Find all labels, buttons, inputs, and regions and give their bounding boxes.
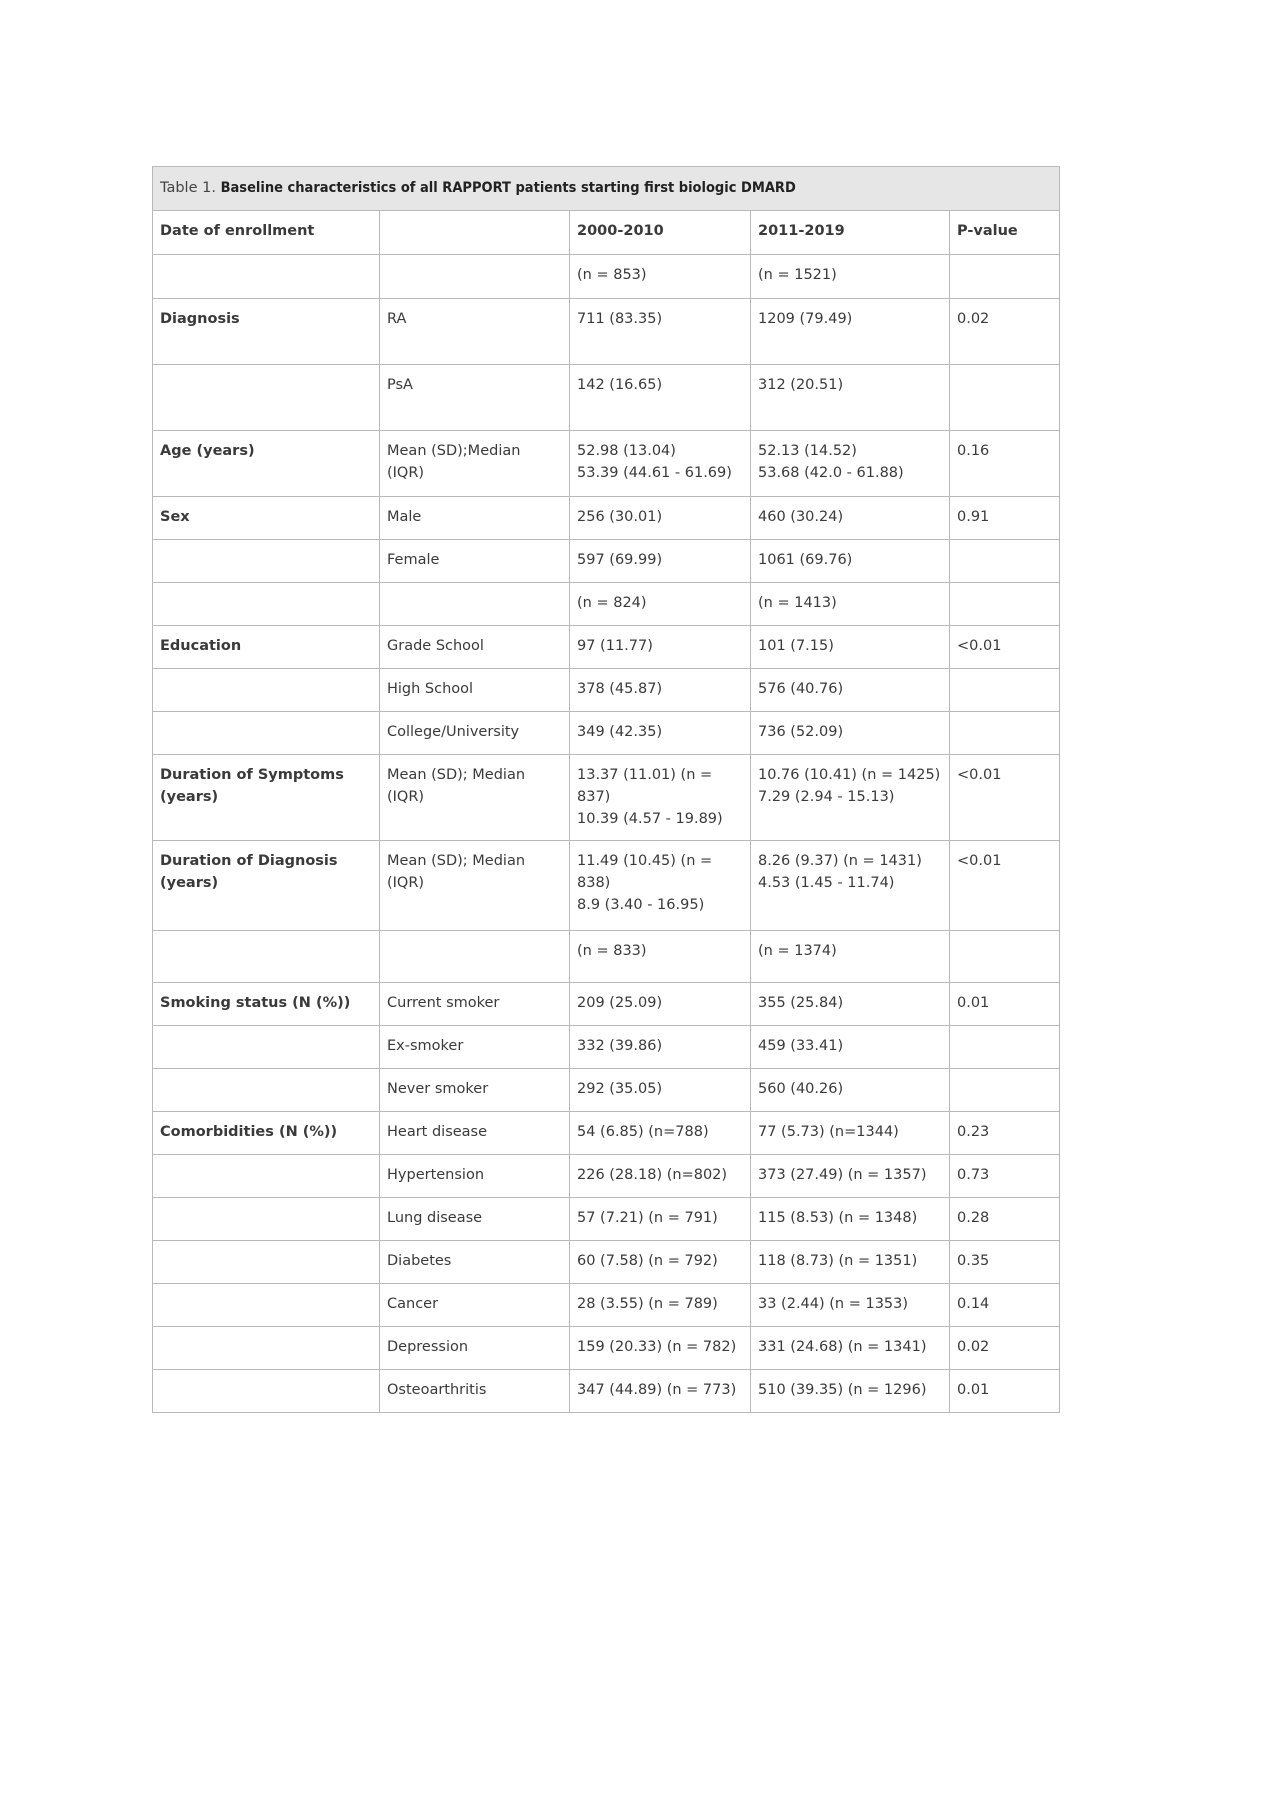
value-2000-2010: 57 (7.21) (n = 791) bbox=[570, 1198, 751, 1241]
table-row bbox=[153, 1327, 1060, 1370]
caption-prefix: Table 1. bbox=[160, 180, 216, 196]
value-2011-2019: (n = 1374) bbox=[751, 931, 950, 983]
row-label: Comorbidities (N (%)) bbox=[153, 1112, 380, 1155]
value-2011-2019: 33 (2.44) (n = 1353) bbox=[751, 1284, 950, 1327]
value-2000-2010: 54 (6.85) (n=788) bbox=[570, 1112, 751, 1155]
p-value: 0.28 bbox=[950, 1198, 1060, 1241]
table-row bbox=[153, 841, 1060, 931]
p-value bbox=[950, 712, 1060, 755]
p-value: 0.23 bbox=[950, 1112, 1060, 1155]
row-label: Smoking status (N (%)) bbox=[153, 983, 380, 1026]
value-2000-2010: (n = 824) bbox=[570, 583, 751, 626]
row-label bbox=[153, 1327, 380, 1370]
row-label: Duration of Symptoms (years) bbox=[153, 755, 380, 841]
value-2000-2010: 142 (16.65) bbox=[570, 365, 751, 431]
value-2011-2019: 101 (7.15) bbox=[751, 626, 950, 669]
value-2011-2019: 115 (8.53) (n = 1348) bbox=[751, 1198, 950, 1241]
row-label bbox=[153, 1370, 380, 1413]
p-value: 0.35 bbox=[950, 1241, 1060, 1284]
p-value: <0.01 bbox=[950, 626, 1060, 669]
row-subcategory: Mean (SD); Median (IQR) bbox=[380, 841, 570, 931]
row-label: Education bbox=[153, 626, 380, 669]
value-2000-2010: 13.37 (11.01) (n = 837) 10.39 (4.57 - 19.89) bbox=[570, 755, 751, 841]
row-label bbox=[153, 1198, 380, 1241]
value-2000-2010: 347 (44.89) (n = 773) bbox=[570, 1370, 751, 1413]
table-row bbox=[153, 255, 1060, 299]
value-2000-2010: 11.49 (10.45) (n = 838) 8.9 (3.40 - 16.95) bbox=[570, 841, 751, 931]
row-label: Diagnosis bbox=[153, 299, 380, 365]
value-2011-2019: 8.26 (9.37) (n = 1431) 4.53 (1.45 - 11.74) bbox=[751, 841, 950, 931]
table-row bbox=[153, 626, 1060, 669]
value-2000-2010: 52.98 (13.04) 53.39 (44.61 - 61.69) bbox=[570, 431, 751, 497]
p-value: <0.01 bbox=[950, 841, 1060, 931]
row-label: Age (years) bbox=[153, 431, 380, 497]
caption-title: Baseline characteristics of all RAPPORT patients starting first biologic DMARD bbox=[220, 180, 796, 196]
value-2000-2010: (n = 833) bbox=[570, 931, 751, 983]
value-2000-2010: 349 (42.35) bbox=[570, 712, 751, 755]
row-subcategory: College/University bbox=[380, 712, 570, 755]
p-value: 0.02 bbox=[950, 1327, 1060, 1370]
table-row bbox=[153, 299, 1060, 365]
value-2011-2019: 459 (33.41) bbox=[751, 1026, 950, 1069]
row-label bbox=[153, 1284, 380, 1327]
p-value: 0.02 bbox=[950, 299, 1060, 365]
value-2000-2010: 209 (25.09) bbox=[570, 983, 751, 1026]
value-2011-2019: 736 (52.09) bbox=[751, 712, 950, 755]
table-row bbox=[153, 1069, 1060, 1112]
row-label bbox=[153, 1155, 380, 1198]
table-row bbox=[153, 1370, 1060, 1413]
row-subcategory: Cancer bbox=[380, 1284, 570, 1327]
p-value: 0.16 bbox=[950, 431, 1060, 497]
value-2000-2010: 256 (30.01) bbox=[570, 497, 751, 540]
row-subcategory: Osteoarthritis bbox=[380, 1370, 570, 1413]
value-2000-2010: 378 (45.87) bbox=[570, 669, 751, 712]
header-2000-2010: 2000-2010 bbox=[570, 211, 751, 255]
row-subcategory: Mean (SD); Median (IQR) bbox=[380, 755, 570, 841]
value-2011-2019: 1209 (79.49) bbox=[751, 299, 950, 365]
value-2011-2019: 576 (40.76) bbox=[751, 669, 950, 712]
row-subcategory: Current smoker bbox=[380, 983, 570, 1026]
value-2000-2010: 97 (11.77) bbox=[570, 626, 751, 669]
row-subcategory: Depression bbox=[380, 1327, 570, 1370]
table-row bbox=[153, 931, 1060, 983]
row-label bbox=[153, 583, 380, 626]
baseline-table bbox=[152, 166, 1060, 1413]
p-value: 0.01 bbox=[950, 983, 1060, 1026]
row-subcategory: Hypertension bbox=[380, 1155, 570, 1198]
row-subcategory: Never smoker bbox=[380, 1069, 570, 1112]
p-value bbox=[950, 931, 1060, 983]
p-value: 0.91 bbox=[950, 497, 1060, 540]
value-2000-2010: 597 (69.99) bbox=[570, 540, 751, 583]
row-label bbox=[153, 669, 380, 712]
value-2011-2019: 355 (25.84) bbox=[751, 983, 950, 1026]
p-value bbox=[950, 540, 1060, 583]
value-2011-2019: 10.76 (10.41) (n = 1425) 7.29 (2.94 - 15.13) bbox=[751, 755, 950, 841]
row-subcategory bbox=[380, 255, 570, 299]
table-caption bbox=[153, 167, 1060, 211]
table-row bbox=[153, 365, 1060, 431]
row-label: Sex bbox=[153, 497, 380, 540]
table-row bbox=[153, 755, 1060, 841]
p-value bbox=[950, 669, 1060, 712]
caption-row bbox=[153, 167, 1060, 211]
p-value: 0.01 bbox=[950, 1370, 1060, 1413]
p-value: <0.01 bbox=[950, 755, 1060, 841]
row-label bbox=[153, 1241, 380, 1284]
table-row bbox=[153, 1284, 1060, 1327]
header-subcategory bbox=[380, 211, 570, 255]
row-label bbox=[153, 255, 380, 299]
header-p-value: P-value bbox=[950, 211, 1060, 255]
value-2011-2019: 510 (39.35) (n = 1296) bbox=[751, 1370, 950, 1413]
table-row bbox=[153, 1026, 1060, 1069]
value-2011-2019: 118 (8.73) (n = 1351) bbox=[751, 1241, 950, 1284]
p-value bbox=[950, 1026, 1060, 1069]
p-value bbox=[950, 255, 1060, 299]
table-row bbox=[153, 983, 1060, 1026]
row-label bbox=[153, 1069, 380, 1112]
row-subcategory: High School bbox=[380, 669, 570, 712]
p-value bbox=[950, 1069, 1060, 1112]
row-subcategory: Ex-smoker bbox=[380, 1026, 570, 1069]
table-row bbox=[153, 431, 1060, 497]
row-subcategory bbox=[380, 931, 570, 983]
value-2011-2019: 1061 (69.76) bbox=[751, 540, 950, 583]
value-2011-2019: 77 (5.73) (n=1344) bbox=[751, 1112, 950, 1155]
value-2011-2019: 460 (30.24) bbox=[751, 497, 950, 540]
row-subcategory: PsA bbox=[380, 365, 570, 431]
row-label: Duration of Diagnosis (years) bbox=[153, 841, 380, 931]
p-value bbox=[950, 583, 1060, 626]
value-2000-2010: 292 (35.05) bbox=[570, 1069, 751, 1112]
table-row bbox=[153, 712, 1060, 755]
row-label bbox=[153, 712, 380, 755]
row-label bbox=[153, 540, 380, 583]
p-value: 0.14 bbox=[950, 1284, 1060, 1327]
value-2000-2010: 28 (3.55) (n = 789) bbox=[570, 1284, 751, 1327]
value-2011-2019: 373 (27.49) (n = 1357) bbox=[751, 1155, 950, 1198]
value-2000-2010: 159 (20.33) (n = 782) bbox=[570, 1327, 751, 1370]
value-2000-2010: 332 (39.86) bbox=[570, 1026, 751, 1069]
row-subcategory: Grade School bbox=[380, 626, 570, 669]
value-2011-2019: 331 (24.68) (n = 1341) bbox=[751, 1327, 950, 1370]
value-2011-2019: 312 (20.51) bbox=[751, 365, 950, 431]
header-2011-2019: 2011-2019 bbox=[751, 211, 950, 255]
table-row bbox=[153, 1241, 1060, 1284]
table-row bbox=[153, 1112, 1060, 1155]
row-label bbox=[153, 931, 380, 983]
value-2011-2019: (n = 1413) bbox=[751, 583, 950, 626]
value-2011-2019: 52.13 (14.52) 53.68 (42.0 - 61.88) bbox=[751, 431, 950, 497]
table-row bbox=[153, 583, 1060, 626]
table-row bbox=[153, 669, 1060, 712]
value-2011-2019: (n = 1521) bbox=[751, 255, 950, 299]
row-subcategory: Diabetes bbox=[380, 1241, 570, 1284]
header-row bbox=[153, 211, 1060, 255]
row-subcategory: RA bbox=[380, 299, 570, 365]
row-subcategory: Heart disease bbox=[380, 1112, 570, 1155]
row-label bbox=[153, 1026, 380, 1069]
row-subcategory: Mean (SD);Median (IQR) bbox=[380, 431, 570, 497]
value-2000-2010: 60 (7.58) (n = 792) bbox=[570, 1241, 751, 1284]
header-date-of-enrollment: Date of enrollment bbox=[153, 211, 380, 255]
row-subcategory: Male bbox=[380, 497, 570, 540]
value-2000-2010: (n = 853) bbox=[570, 255, 751, 299]
p-value: 0.73 bbox=[950, 1155, 1060, 1198]
value-2000-2010: 711 (83.35) bbox=[570, 299, 751, 365]
table-row bbox=[153, 1198, 1060, 1241]
p-value bbox=[950, 365, 1060, 431]
value-2011-2019: 560 (40.26) bbox=[751, 1069, 950, 1112]
row-subcategory: Lung disease bbox=[380, 1198, 570, 1241]
table-row bbox=[153, 540, 1060, 583]
row-subcategory: Female bbox=[380, 540, 570, 583]
row-label bbox=[153, 365, 380, 431]
table-row bbox=[153, 497, 1060, 540]
value-2000-2010: 226 (28.18) (n=802) bbox=[570, 1155, 751, 1198]
row-subcategory bbox=[380, 583, 570, 626]
table-row bbox=[153, 1155, 1060, 1198]
